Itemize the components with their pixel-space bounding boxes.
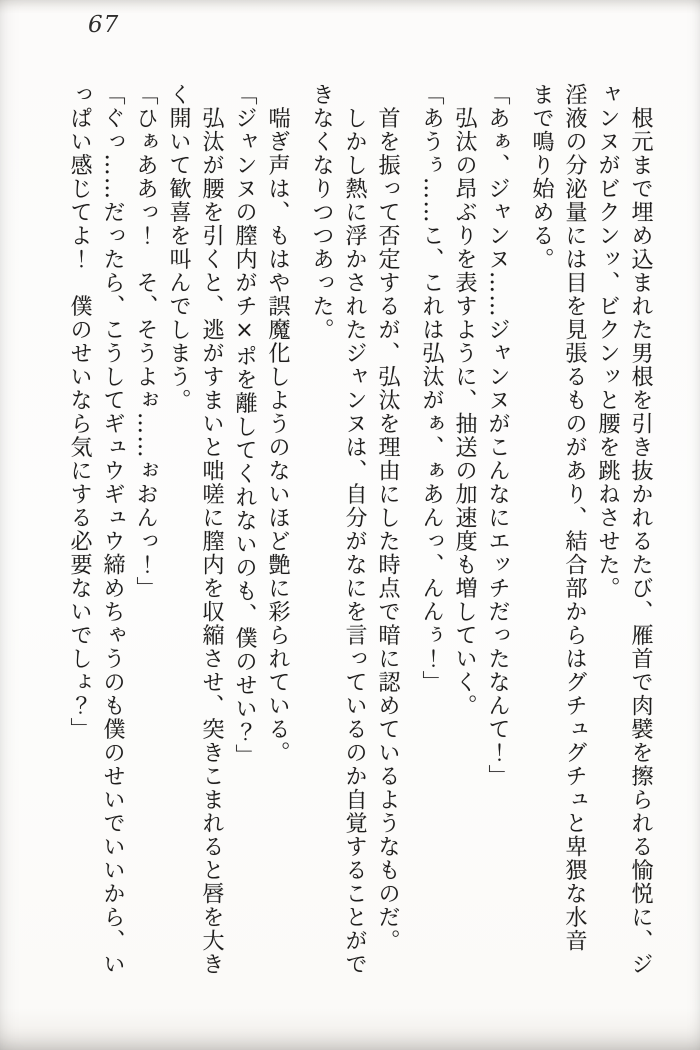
text-line-05: 「あぁ、ジャンヌ……ジャンヌがこんなにエッチだったなんて！」 bbox=[485, 83, 510, 788]
text-line-06: 弘汰の昂ぶりを表すように、抽送の加速度も増していく。 bbox=[452, 83, 477, 718]
text-block bbox=[63, 83, 657, 983]
text-line-14: く開いて歓喜を叫んでしまう。 bbox=[166, 83, 191, 412]
text-line-16: 「ぐっ……だったら、こうしてギュウギュウ締めちゃうのも僕のせいでいいから、い bbox=[100, 83, 125, 976]
text-line-10: きなくなりつつあった。 bbox=[309, 83, 334, 342]
page-number: 67 bbox=[88, 12, 120, 38]
text-line-07: 「あうぅ……こ、これは弘汰がぁ、ぁあんっ、んんぅ！」 bbox=[419, 83, 444, 694]
text-line-01: 根元まで埋め込まれた男根を引き抜かれるたび、雁首で肉襞を擦られる愉悦に、ジ bbox=[628, 83, 653, 976]
text-line-15: 「ひぁああっ！ そ、そうよぉ……ぉおんっ！」 bbox=[133, 83, 158, 600]
text-line-11: 喘ぎ声は、もはや誤魔化しようのないほど艶に彩られている。 bbox=[265, 83, 290, 765]
text-line-08: 首を振って否定するが、弘汰を理由にした時点で暗に認めているようなものだ。 bbox=[375, 83, 400, 953]
text-line-09: しかし熱に浮かされたジャンヌは、自分がなにを言っているのか自覚することがで bbox=[342, 83, 367, 976]
text-line-03: 淫液の分泌量には目を見張るものがあり、結合部からはグチュグチュと卑猥な水音 bbox=[562, 83, 587, 953]
text-line-02: ャンヌがビクンッ、ビクンッと腰を跳ねさせた。 bbox=[595, 83, 620, 600]
text-line-17: っぱい感じてよ！ 僕のせいなら気にする必要ないでしょ？」 bbox=[67, 83, 92, 741]
text-line-13: 弘汰が腰を引くと、逃がすまいと咄嗟に膣内を収縮させ、突きこまれると唇を大き bbox=[199, 83, 224, 976]
text-line-12: 「ジャンヌの膣内がチ×ポを離してくれないのも、僕のせい？」 bbox=[232, 83, 257, 768]
text-line-04: まで鳴り始める。 bbox=[529, 83, 554, 271]
